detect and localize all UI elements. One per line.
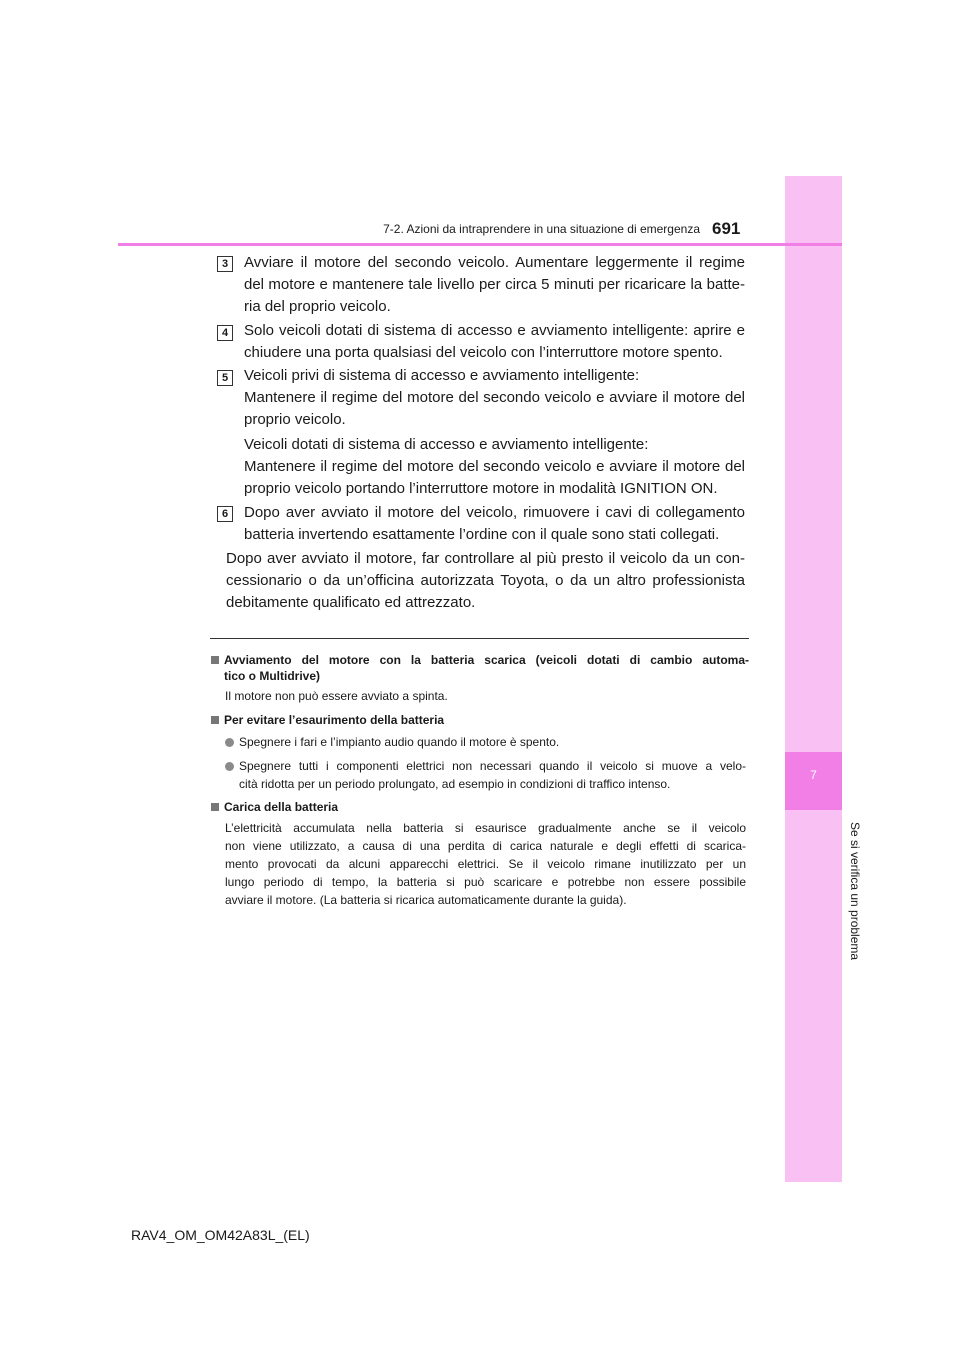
square-bullet-icon (211, 656, 219, 664)
round-bullet-icon (225, 762, 234, 771)
chapter-title: Se si verifica un problema (848, 821, 862, 961)
text-line: Avviare il motore del secondo veicolo. Aumentare leggermente il regime (244, 254, 745, 271)
section-title: 7-2. Azioni da intraprendere in una situazione di emergenza (383, 222, 700, 236)
text-line: debitamente qualificato ed attrezzato. (226, 594, 476, 611)
text-line: mento provocati da alcuni apparecchi elettrici. Se il veicolo rimane inutilizzato per un (225, 857, 746, 871)
text-line: proprio veicolo. (244, 411, 346, 428)
document-code: RAV4_OM_OM42A83L_(EL) (131, 1227, 310, 1243)
text-line: del motore e mantenere tale livello per circa 5 minuti per ricaricare la batte- (244, 276, 745, 293)
step-text (244, 365, 745, 431)
header-rule (118, 243, 842, 246)
text-line: avviare il motore. (La batteria si ricarica automaticamente durante la guida). (225, 893, 627, 907)
step-number-box: 6 (217, 506, 233, 522)
note-heading-line: tico o Multidrive) (224, 669, 320, 683)
square-bullet-icon (211, 716, 219, 724)
step-text (244, 252, 745, 318)
text-line: Il motore non può essere avviato a spinta. (225, 689, 448, 703)
chapter-number: 7 (810, 768, 817, 782)
step-text (244, 502, 745, 546)
notes-divider (210, 638, 749, 639)
text-line: batteria invertendo esattamente l’ordine con il quale sono stati collegati. (244, 526, 720, 543)
text-line: ria del proprio veicolo. (244, 298, 391, 315)
closing-paragraph (226, 548, 745, 614)
text-line: Veicoli privi di sistema di accesso e avviamento intelligente: (244, 367, 640, 384)
text-line: Veicoli dotati di sistema di accesso e avviamento intelligente: (244, 436, 649, 453)
bullet-item (225, 757, 746, 793)
step-number-box: 3 (217, 256, 233, 272)
chapter-side-tab (785, 176, 842, 1182)
round-bullet-icon (225, 738, 234, 747)
note-heading-line: Avviamento del motore con la batteria scarica (veicoli dotati di cambio automa- (224, 653, 749, 667)
note-text (225, 819, 746, 909)
square-bullet-icon (211, 803, 219, 811)
text-line: Spegnere i fari e l’impianto audio quando il motore è spento. (239, 735, 560, 749)
step-text (244, 320, 745, 364)
note-heading (211, 712, 749, 728)
text-line: Dopo aver avviato il motore del veicolo, rimuovere i cavi di collegamento (244, 504, 745, 521)
text-line: cessionario o da un’officina autorizzata Toyota, o da un altro professionista (226, 572, 745, 589)
text-line: Solo veicoli dotati di sistema di accesso e avviamento intelligente: aprire e (244, 322, 745, 339)
note-heading (211, 652, 749, 684)
note-heading-line: Per evitare l’esaurimento della batteria (224, 713, 445, 727)
text-line: non viene utilizzato, a causa di una perdita di carica naturale e degli effetti di scarica- (225, 839, 746, 853)
text-line: cità ridotta per un periodo prolungato, ad esempio in condizioni di traffico intenso. (239, 777, 671, 791)
text-line: L’elettricità accumulata nella batteria si esaurisce gradualmente anche se il veicolo (225, 821, 746, 835)
text-line: chiudere una porta qualsiasi del veicolo con l’interruttore motore spento. (244, 344, 723, 361)
text-line: Mantenere il regime del motore del secondo veicolo e avviare il motore del (244, 458, 745, 475)
text-line: proprio veicolo portando l’interruttore motore in modalità IGNITION ON. (244, 480, 718, 497)
note-heading-line: Carica della batteria (224, 800, 339, 814)
text-line: Spegnere tutti i componenti elettrici non necessari quando il veicolo si muove a velo- (239, 759, 746, 773)
note-text (225, 687, 746, 705)
page-number: 691 (712, 219, 741, 238)
bullet-item (225, 733, 746, 751)
text-line: Mantenere il regime del motore del secondo veicolo e avviare il motore del (244, 389, 745, 406)
step-number-box: 4 (217, 325, 233, 341)
step-number-box: 5 (217, 370, 233, 386)
step-text-continued (244, 434, 745, 500)
text-line: Dopo aver avviato il motore, far controllare al più presto il veicolo da un con- (226, 550, 745, 567)
text-line: lungo periodo di tempo, la batteria si può scaricare e potrebbe non essere possibile (225, 875, 746, 889)
note-heading (211, 799, 749, 815)
